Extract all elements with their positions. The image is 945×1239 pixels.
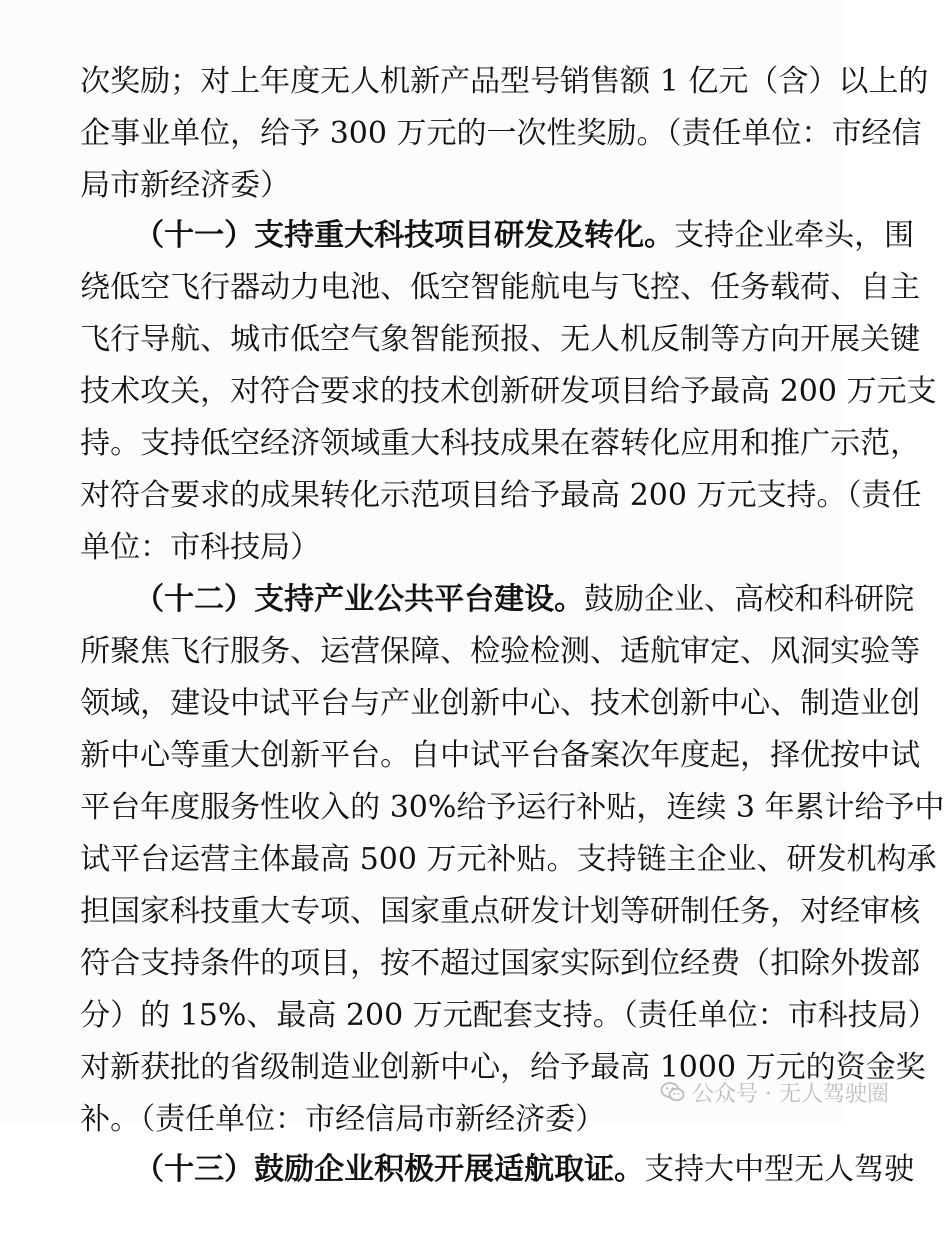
text-line	[0, 427, 922, 513]
text-line	[0, 635, 921, 721]
watermark	[660, 1075, 889, 1109]
section-heading-11: （十一）支持重大科技项目研发及转化。	[134, 218, 675, 253]
text-line	[0, 687, 921, 773]
text-line	[0, 323, 937, 409]
line-text: 飞行导航、城市低空气象智能预报、无人机反制等方向开展关键	[80, 322, 921, 357]
line-text: 鼓励企业、高校和科研院	[584, 582, 915, 617]
line-text: 单位：市科技局）	[80, 530, 321, 565]
section-heading-12: （十二）支持产业公共平台建设。	[134, 582, 585, 617]
line-text: 对新获批的省级制造业创新中心，给予最高 1000 万元的资金奖	[80, 1050, 926, 1085]
line-text: 补。（责任单位：市经信局市新经济委）	[80, 1102, 606, 1137]
line-text: 所聚焦飞行服务、运营保障、检验检测、适航审定、风洞实验等	[80, 634, 921, 669]
text-line	[0, 791, 937, 877]
line-text: 支持企业牵头，围	[674, 218, 915, 253]
watermark-text: 公众号 · 无人驾驶圈	[692, 1081, 889, 1107]
line-text: 试平台运营主体最高 500 万元补贴。支持链主企业、研发机构承	[80, 842, 937, 877]
text-line	[0, 583, 921, 669]
line-text: 技术攻关，对符合要求的技术创新研发项目给予最高 200 万元支	[80, 374, 937, 409]
line-text: 符合支持条件的项目，按不超过国家实际到位经费（扣除外拨部	[80, 946, 921, 981]
line-text: 领域，建设中试平台与产业创新中心、技术创新中心、制造业创	[80, 686, 921, 721]
section-line	[0, 167, 938, 253]
section-heading-13: （十三）鼓励企业积极开展适航取证。	[134, 1152, 645, 1187]
line-text: 局市新经济委）	[80, 168, 291, 203]
text-line	[0, 65, 922, 151]
line-text: 绕低空飞行器动力电池、低空智能航电与飞控、任务载荷、自主	[80, 270, 921, 305]
wechat-icon	[660, 1079, 686, 1105]
line-text: 担国家科技重大专项、国家重点研发计划等研制任务，对经审核	[80, 894, 921, 929]
text-line	[0, 739, 945, 825]
text-line	[0, 843, 921, 929]
line-text: 持。支持低空经济领域重大科技成果在蓉转化应用和推广示范，	[80, 426, 921, 461]
line-text: 平台年度服务性收入的 30%给予运行补贴，连续 3 年累计给予中	[80, 790, 945, 825]
line-text: 分）的 15%、最高 200 万元配套支持。（责任单位：市科技局）	[80, 998, 938, 1033]
text-line	[0, 947, 938, 1033]
line-text: 新中心等重大创新平台。自中试平台备案次年度起，择优按中试	[80, 738, 921, 773]
text-line	[0, 895, 921, 981]
line-text: 企事业单位，给予 300 万元的一次性奖励。（责任单位：市经信	[80, 116, 922, 151]
line-text: 支持大中型无人驾驶	[644, 1152, 915, 1187]
text-line	[0, 117, 884, 203]
line-text: 次奖励；对上年度无人机新产品型号销售额 1 亿元（含）以上的	[80, 64, 929, 99]
text-line	[0, 13, 929, 99]
text-line	[0, 479, 884, 565]
section-line	[0, 531, 938, 617]
text-line	[0, 271, 921, 357]
text-line	[0, 999, 926, 1085]
text-line	[0, 375, 921, 461]
text-line	[0, 219, 921, 305]
line-text: 对符合要求的成果转化示范项目给予最高 200 万元支持。（责任	[80, 478, 922, 513]
